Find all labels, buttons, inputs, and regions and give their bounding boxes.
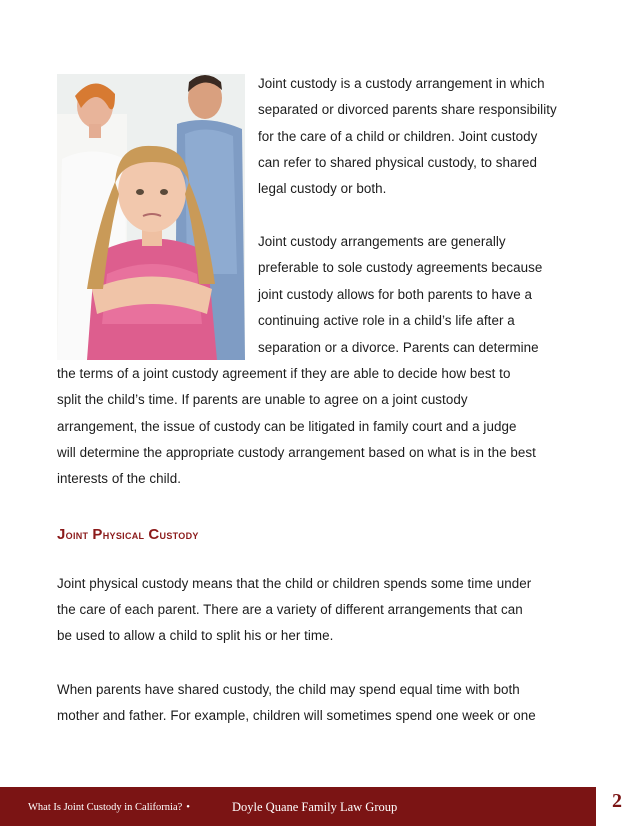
body-line: can refer to shared physical custody, to shared bbox=[258, 155, 537, 170]
footer-document-title bbox=[28, 802, 190, 813]
body-line: separated or divorced parents share responsibility bbox=[258, 102, 557, 117]
heading-word: oint bbox=[65, 527, 89, 542]
body-line: the terms of a joint custody agreement if they are able to decide how best to bbox=[57, 366, 511, 381]
page-number-box bbox=[596, 775, 638, 826]
body-line: Joint physical custody means that the child or children spends some time under bbox=[57, 576, 532, 591]
body-line: Joint custody arrangements are generally bbox=[258, 234, 506, 249]
body-line: for the care of a child or children. Joint custody bbox=[258, 129, 538, 144]
heading-letter: J bbox=[57, 526, 66, 543]
page-number: 2 bbox=[612, 790, 622, 812]
body-line: will determine the appropriate custody arrangement based on what is in the best bbox=[57, 445, 536, 460]
section-heading bbox=[57, 526, 199, 543]
page-footer bbox=[0, 787, 638, 826]
body-line: be used to allow a child to split his or her time. bbox=[57, 628, 334, 643]
body-line: interests of the child. bbox=[57, 471, 181, 486]
body-line: mother and father. For example, children will sometimes spend one week or one bbox=[57, 708, 536, 723]
footer-firm-name: Doyle Quane Family Law Group bbox=[232, 800, 398, 814]
body-line: arrangement, the issue of custody can be litigated in family court and a judge bbox=[57, 419, 517, 434]
footer-separator: • bbox=[186, 802, 190, 813]
body-line: legal custody or both. bbox=[258, 181, 387, 196]
body-line: When parents have shared custody, the child may spend equal time with both bbox=[57, 682, 520, 697]
body-line: continuing active role in a child’s life after a bbox=[258, 313, 515, 328]
body-line: split the child’s time. If parents are unable to agree on a joint custody bbox=[57, 392, 468, 407]
heading-letter: C bbox=[148, 526, 160, 543]
heading-word: ustody bbox=[159, 527, 199, 542]
body-line: separation or a divorce. Parents can determine bbox=[258, 340, 539, 355]
body-line: preferable to sole custody agreements because bbox=[258, 260, 543, 275]
body-line: joint custody allows for both parents to have a bbox=[258, 287, 533, 302]
family-photo-icon bbox=[57, 74, 245, 360]
heading-word: hysical bbox=[102, 527, 145, 542]
body-line: the care of each parent. There are a variety of different arrangements that can bbox=[57, 602, 523, 617]
body-line: Joint custody is a custody arrangement in which bbox=[258, 76, 545, 91]
document-title: What Is Joint Custody in California? bbox=[28, 802, 183, 813]
heading-letter: P bbox=[92, 526, 103, 543]
